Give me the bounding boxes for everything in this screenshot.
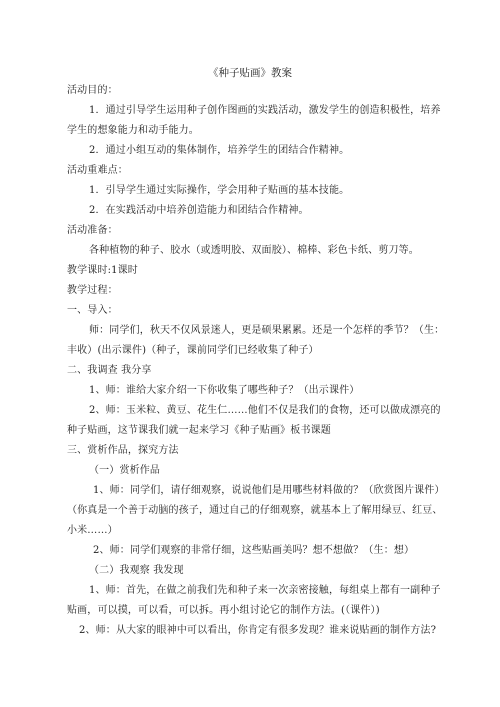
paragraph-line: （你真是一个善于动脑的孩子，通过自己的仔细观察，就基本上了解用绿豆、红豆、: [67, 505, 443, 516]
paragraph-line: 2．在实践活动中培养创造能力和团结合作精神。: [89, 205, 309, 216]
paragraph-line: 各种植物的种子、胶水（或透明胶、双面胶）、棉棒、彩色卡纸、剪刀等。: [89, 245, 419, 256]
heading-key-points: 活动重难点：: [67, 165, 128, 176]
paragraph-line: 1．通过引导学生运用种子创作图画的实践活动，激发学生的创造积极性，培养: [89, 105, 441, 116]
paragraph-line: 2、师：从大家的眼神中可以看出，你肯定有很多发现？谁来说贴画的制作方法?: [79, 625, 437, 636]
paragraph-line: 1、师：同学们，请仔细观察，说说他们是用哪些材料做的？（欣赏图片课件）: [93, 485, 445, 496]
paragraph-line: 丰收）(出示课件)（种子，课前同学们已经收集了种子）: [67, 345, 319, 356]
heading-objectives: 活动目的：: [67, 85, 118, 96]
section-heading: 三、赏析作品，探究方法: [67, 445, 179, 456]
paragraph-line: 1、师：谁给大家介绍一下你收集了哪些种子？（出示课件）: [89, 385, 360, 396]
paragraph-line: 学生的想象能力和动手能力。: [67, 125, 199, 136]
paragraph-line: 师：同学们，秋天不仅风景迷人，更是硕果累累。还是一个怎样的季节？（生：: [89, 325, 445, 336]
paragraph-line: 2、师：同学们观察的非常仔细，这些贴画美吗？想不想做？（生：想）: [93, 545, 415, 556]
paragraph-line: 1、师：首先，在做之前我们先和种子来一次亲密接触，每组桌上都有一副种子: [89, 585, 441, 596]
paragraph-line: 贴画，可以摸，可以看，可以拆。再小组讨论它的制作方法。(（课件）): [67, 605, 380, 616]
paragraph-line: 2、师：玉米粒、黄豆、花生仁……他们不仅是我们的食物，还可以做成漂亮的: [89, 405, 441, 416]
heading-preparation: 活动准备：: [67, 225, 118, 236]
paragraph-line: 2．通过小组互动的集体制作，培养学生的团结合作精神。: [89, 145, 350, 156]
subsection-heading: （二）我观察 我发现: [89, 565, 184, 576]
paragraph-line: 小米……）: [67, 525, 118, 536]
paragraph-line: 1．引导学生通过实际操作，学会用种子贴画的基本技能。: [89, 185, 350, 196]
paragraph-line: 种子贴画，这节课我们就一起来学习《种子贴画》板书课题: [67, 425, 331, 436]
section-heading: 二、我调查 我分享: [67, 365, 152, 376]
heading-lesson-hours: 教学课时:1课时: [67, 265, 138, 276]
section-heading: 一、导入：: [67, 305, 118, 316]
heading-process: 教学过程：: [67, 285, 118, 296]
subsection-heading: （一）赏析作品: [89, 465, 161, 476]
document-title: 《种子贴画》教案: [208, 67, 292, 79]
